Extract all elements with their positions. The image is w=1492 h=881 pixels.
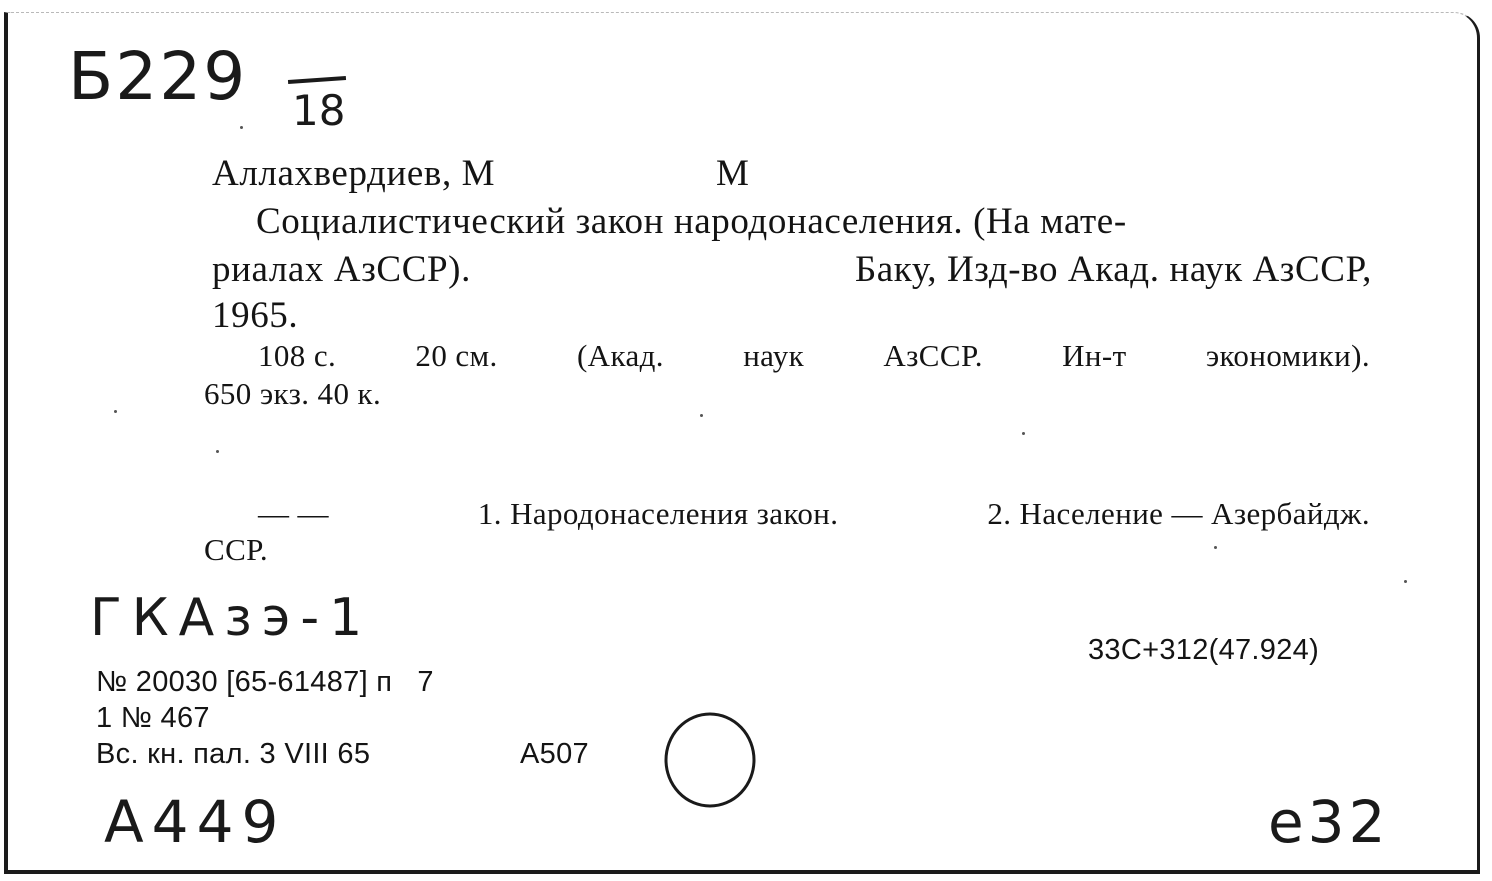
scan-speck bbox=[216, 450, 219, 453]
bottom-left-handwritten-code: А449 bbox=[104, 788, 287, 856]
circle-mark bbox=[660, 708, 760, 812]
title-line-2 bbox=[212, 248, 1372, 291]
card-code: А507 bbox=[520, 738, 589, 770]
scan-speck bbox=[1022, 432, 1025, 435]
classification-index: 33С+312(47.924) bbox=[1088, 634, 1320, 666]
series-part-5: экономики). bbox=[1205, 338, 1370, 373]
subject-2: 2. Население — Азербайдж. bbox=[987, 496, 1370, 531]
pages: 108 с. bbox=[258, 338, 337, 373]
call-number-subscript: 18 bbox=[292, 86, 346, 135]
subjects-line bbox=[258, 496, 1370, 532]
size: 20 см. bbox=[415, 338, 498, 373]
author-heading: Аллахвердиев, М bbox=[212, 153, 496, 194]
scan-speck bbox=[240, 126, 243, 129]
bottom-right-handwritten-code: е32 bbox=[1268, 788, 1390, 856]
scan-speck bbox=[1404, 580, 1407, 583]
scan-speck bbox=[114, 410, 117, 413]
publication-year: 1965. bbox=[212, 295, 299, 336]
imprint: Баку, Изд-во Акад. наук АзССР, bbox=[854, 249, 1372, 290]
print-run-price: 650 экз. 40 к. bbox=[204, 376, 382, 411]
location-code-handwritten: ГКАзэ-1 bbox=[90, 588, 373, 648]
scan-speck bbox=[700, 414, 703, 417]
scan-speck bbox=[1214, 546, 1217, 549]
series-part-3: АзССР. bbox=[883, 338, 983, 373]
book-chamber-line: Вс. кн. пал. 3 VIII 65 bbox=[96, 738, 371, 770]
title-line-2-part-a: риалах АзССР). bbox=[212, 249, 471, 290]
series-part-1: (Акад. bbox=[576, 338, 664, 373]
title-line-1: Социалистический закон народонаселения. (На мате- bbox=[256, 201, 1127, 242]
physical-description-line bbox=[258, 338, 1370, 374]
call-number-handwritten: Б229 bbox=[68, 38, 248, 115]
subjects-dash: — — bbox=[258, 496, 329, 531]
series-part-2: наук bbox=[743, 338, 805, 373]
series-part-4: Ин-т bbox=[1062, 338, 1127, 373]
subjects-continuation: ССР. bbox=[204, 532, 269, 567]
copy-number: 1 № 467 bbox=[96, 702, 210, 734]
record-number: № 20030 [65-61487] п 7 bbox=[96, 666, 434, 698]
author-initial: М bbox=[716, 153, 750, 194]
subject-1: 1. Народонаселения закон. bbox=[477, 496, 839, 531]
